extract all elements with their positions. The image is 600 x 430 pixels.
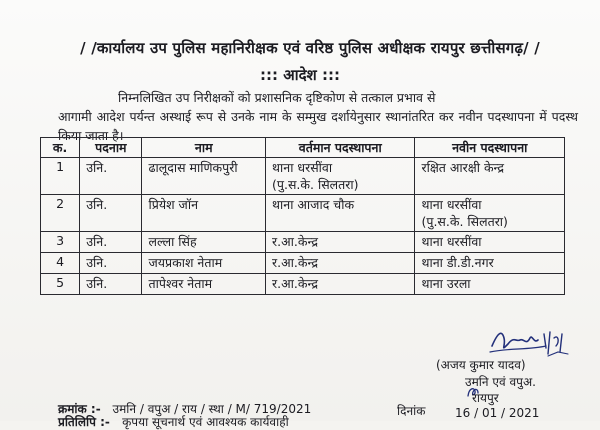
table-row [41, 158, 565, 195]
date-label: दिनांक [397, 404, 426, 418]
new-posting-line: (पु.स.के. सिलतरा) [421, 214, 508, 229]
signatory-place: रायपुर [472, 391, 499, 405]
copy-text: कृपया सूचनार्थ एवं आवश्यक कार्यवाही [122, 415, 289, 429]
header-current-posting: वर्तमान पदस्थापना [266, 138, 415, 158]
row-serial: 4 [41, 253, 80, 274]
row-serial: 3 [41, 232, 80, 253]
new-posting-line: थाना उरला [421, 276, 471, 291]
row-name: लल्ला सिंह [142, 232, 266, 253]
header-new-posting: नवीन पदस्थापना [415, 138, 565, 158]
row-new-posting [415, 274, 565, 295]
paragraph-line-2: आगामी आदेश पर्यन्त अस्थाई रूप से उनके नाम के सम्मुख दर्शायेनुसार स्थानांतरित कर नवीन [58, 109, 483, 124]
new-posting-line: थाना धरसींवा [421, 234, 482, 249]
row-designation: उनि. [80, 195, 142, 232]
row-serial: 2 [41, 195, 80, 232]
header-name: नाम [142, 138, 266, 158]
reference-number: उमनि / वपुअ / राय / स्था / M/ 719/2021 [112, 402, 312, 416]
table-row [41, 253, 565, 274]
row-current-posting [266, 253, 415, 274]
date-value: 16 / 01 / 2021 [455, 406, 540, 420]
copy-line [58, 413, 289, 430]
reference-label: क्रमांक :- [58, 402, 101, 416]
order-heading: ::: आदेश ::: [260, 66, 340, 84]
table-row [41, 232, 565, 253]
row-name: तापेश्वर नेताम [142, 274, 266, 295]
paragraph-line-1: निम्नलिखित उप निरीक्षकों को प्रशासनिक दृष्टिकोण से तत्काल प्रभाव से [118, 90, 436, 105]
transfer-table [40, 137, 565, 295]
row-current-posting [266, 158, 415, 195]
row-designation: उनि. [80, 253, 142, 274]
signatory-name: (अजय कुमार यादव) [436, 358, 526, 372]
table-header-row [41, 138, 565, 158]
row-current-posting [266, 274, 415, 295]
row-current-posting [266, 195, 415, 232]
paragraph-line-3: पदस्थापना में पदस्थ किया जाता है। [58, 109, 578, 143]
row-designation: उनि. [80, 232, 142, 253]
table-row [41, 195, 565, 232]
current-posting-line: र.आ.केन्द्र [272, 276, 318, 291]
new-posting-line: थाना डी.डी.नगर [421, 255, 494, 270]
row-name: जयप्रकाश नेताम [142, 253, 266, 274]
row-serial: 5 [41, 274, 80, 295]
current-posting-line: (पु.स.के. सिलतरा) [272, 177, 359, 192]
row-name: प्रियेश जॉन [142, 195, 266, 232]
current-posting-line: र.आ.केन्द्र [272, 255, 318, 270]
row-new-posting [415, 232, 565, 253]
signatory-designation: उमनि एवं वपुअ. [465, 375, 536, 389]
row-current-posting [266, 232, 415, 253]
row-new-posting [415, 195, 565, 232]
current-posting-line: थाना आजाद चौक [272, 197, 355, 212]
row-designation: उनि. [80, 274, 142, 295]
current-posting-line: र.आ.केन्द्र [272, 234, 318, 249]
new-posting-line: थाना धरसींवा [421, 197, 482, 212]
header-serial: क. [41, 138, 80, 158]
row-new-posting [415, 253, 565, 274]
row-name: ढालूदास माणिकपुरी [142, 158, 266, 195]
copy-label: प्रतिलिपि :- [58, 415, 110, 429]
current-posting-line: थाना धरसींवा [272, 160, 333, 175]
office-title: / /कार्यालय उप पुलिस महानिरीक्षक एवं वरिष्ठ पुलिस अधीक्षक रायपुर छत्तीसगढ़/ / [80, 39, 540, 57]
row-new-posting [415, 158, 565, 195]
table-row [41, 274, 565, 295]
new-posting-line: रक्षित आरक्षी केन्द्र [421, 160, 505, 175]
row-serial: 1 [41, 158, 80, 195]
header-designation: पदनाम [80, 138, 142, 158]
row-designation: उनि. [80, 158, 142, 195]
